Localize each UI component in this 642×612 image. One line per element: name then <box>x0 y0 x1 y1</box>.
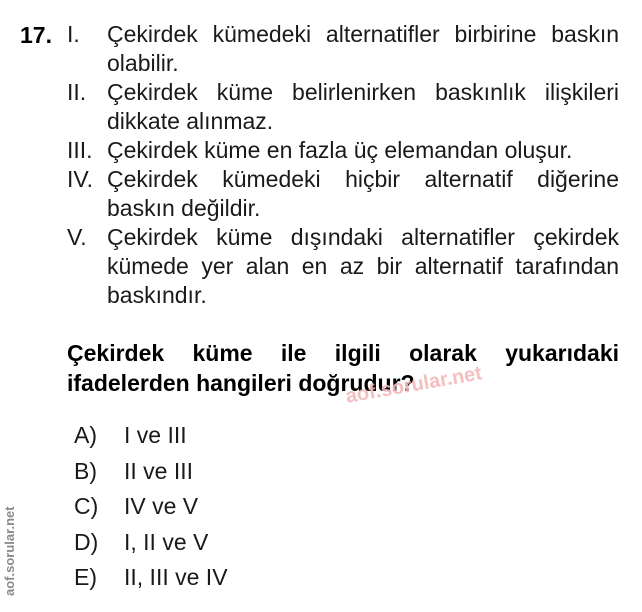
answer-option-a[interactable] <box>74 418 228 454</box>
option-letter: A) <box>74 422 97 448</box>
statement-numeral: I. <box>67 21 80 47</box>
watermark: aof.sorular.net <box>344 362 484 408</box>
answer-option-d[interactable] <box>74 525 228 561</box>
statement-item <box>67 136 619 165</box>
statement-text: Çekirdek kümedeki hiçbir alternatif diğerine baskın değildir. <box>107 166 619 221</box>
option-text: I, II ve V <box>124 528 209 555</box>
statement-numeral: III. <box>67 137 93 163</box>
option-letter: C) <box>74 493 99 519</box>
answer-option-b[interactable] <box>74 454 228 490</box>
statement-text: Çekirdek küme dışındaki alternatifler çekirdek kümede yer alan en az bir alternatif tarafından baskındır. <box>107 224 619 308</box>
statement-numeral: II. <box>67 79 87 105</box>
option-text: II ve III <box>124 457 194 484</box>
answer-option-c[interactable] <box>74 489 228 525</box>
statement-item <box>67 78 619 136</box>
statement-item <box>67 223 619 310</box>
option-letter: E) <box>74 564 97 590</box>
option-text: I ve III <box>124 422 187 448</box>
statement-text: Çekirdek kümedeki alternatifler birbirine baskın olabilir. <box>107 21 619 76</box>
question-number: 17. <box>20 22 52 48</box>
statement-text: Çekirdek küme en fazla üç elemandan oluşur. <box>107 137 573 163</box>
option-letter: B) <box>74 457 97 484</box>
side-watermark: aof.sorular.net <box>2 506 17 596</box>
option-letter: D) <box>74 528 99 555</box>
statement-numeral: IV. <box>67 166 94 192</box>
statement-text: Çekirdek küme belirlenirken baskınlık ilişkileri dikkate alınmaz. <box>107 79 619 134</box>
statement-list <box>67 20 619 310</box>
answer-option-e[interactable] <box>74 560 228 596</box>
answer-options <box>74 418 228 596</box>
statement-item <box>67 20 619 78</box>
statement-numeral: V. <box>67 224 87 250</box>
statement-item <box>67 165 619 223</box>
option-text: IV ve V <box>124 493 199 519</box>
question-prompt: Çekirdek küme ile ilgili olarak yukarıdaki ifadelerden hangileri doğrudur? <box>67 340 619 396</box>
option-text: II, III ve IV <box>124 564 228 590</box>
